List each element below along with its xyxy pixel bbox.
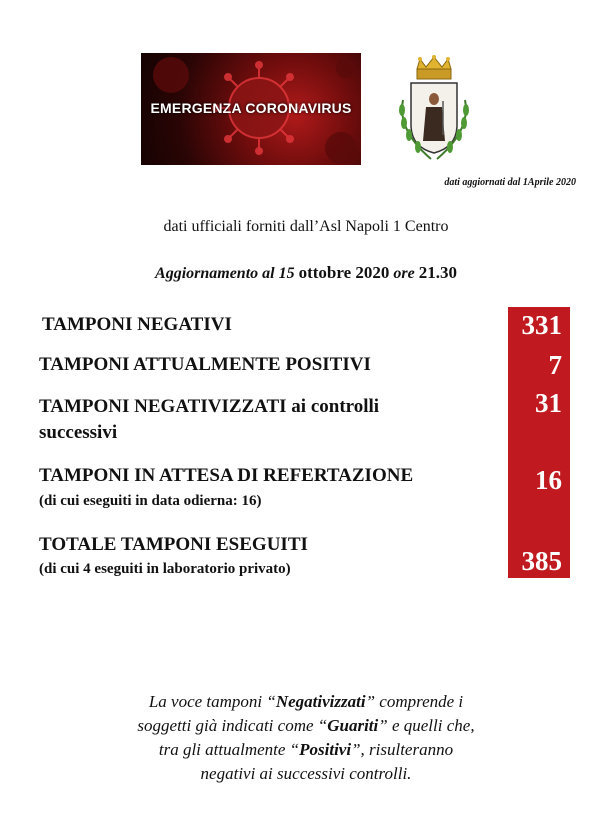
stat-label-negativi: TAMPONI NEGATIVI — [42, 314, 232, 335]
update-prefix: Aggiornamento al — [155, 265, 275, 282]
update-day: 15 — [278, 265, 295, 282]
stat-label-totale: TOTALE TAMPONI ESEGUITI — [39, 534, 308, 555]
stat-sub-totale: (di cui 4 eseguiti in laboratorio privato) — [39, 561, 291, 577]
update-timestamp — [0, 263, 612, 283]
stat-label-negativizzati: TAMPONI NEGATIVIZZATI ai controlli — [39, 396, 380, 417]
update-note: dati aggiornati dal 1Aprile 2020 — [444, 177, 576, 188]
footnote-line-1: La voce tamponi “Negativizzati” comprende i — [148, 692, 464, 711]
footnote-line-2: soggetti già indicati come “Guariti” e quelli che, — [137, 716, 475, 735]
data-source-line: dati ufficiali forniti dall’Asl Napoli 1 Centro — [163, 218, 449, 235]
footnote — [0, 690, 612, 786]
stat-value-attesa: 16 — [535, 465, 562, 495]
coronavirus-banner — [141, 53, 361, 165]
footnote-line-4: negativi ai successivi controlli. — [200, 764, 412, 783]
stat-value-totale: 385 — [521, 546, 562, 576]
stat-sub-attesa: (di cui eseguiti in data odierna: 16) — [39, 493, 262, 509]
values-column — [508, 307, 570, 578]
stat-label-positivi: TAMPONI ATTUALMENTE POSITIVI — [39, 354, 371, 375]
stat-label-attesa: TAMPONI IN ATTESA DI REFERTAZIONE — [39, 465, 414, 486]
stat-value-negativi: 331 — [521, 310, 562, 340]
municipal-crest-icon — [393, 55, 475, 165]
banner-title: EMERGENZA CORONAVIRUS — [150, 100, 352, 116]
footnote-line-3: tra gli attualmente “Positivi”, risulteranno — [158, 740, 454, 759]
update-month-year: ottobre 2020 — [298, 263, 390, 282]
update-time: 21.30 — [418, 263, 457, 282]
update-ore: ore — [393, 265, 415, 282]
stat-value-positivi: 7 — [548, 350, 562, 380]
stat-label-negativizzati-cont: successivi — [39, 422, 118, 443]
stat-value-negativizzati: 31 — [535, 388, 562, 418]
